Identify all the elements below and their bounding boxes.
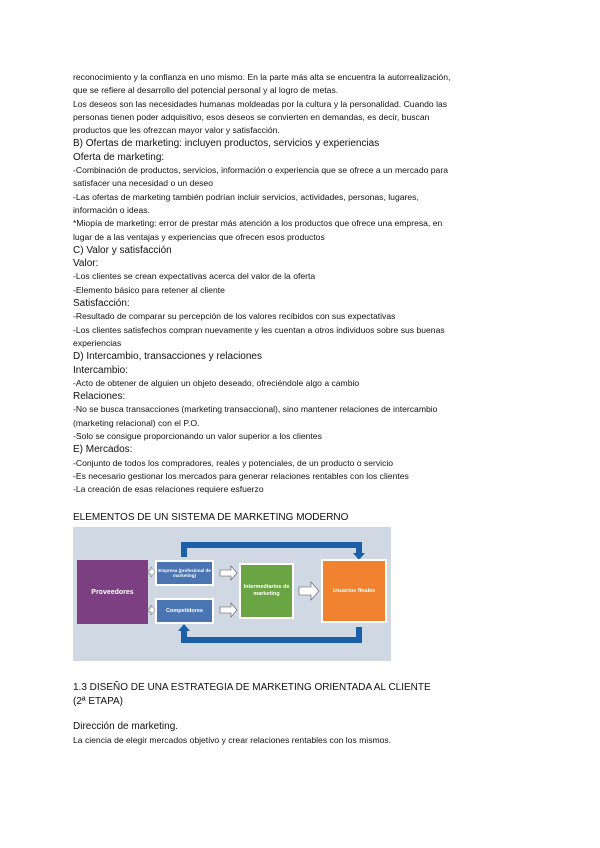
text-line: reconocimiento y la confianza en uno mismo. En la parte más alta se encuentra la autorrealización, <box>73 72 451 82</box>
marketing-system-diagram <box>73 527 391 661</box>
text-line: -Resultado de comparar su percepción de los valores recibidos con sus expectativas <box>73 311 396 322</box>
text-line: -Combinación de productos, servicios, información o experiencia que se ofrece a un mercado para <box>73 165 448 176</box>
diagram-title: ELEMENTOS DE UN SISTEMA DE MARKETING MODERNO <box>73 512 349 523</box>
intermediarios-box: Intermediarios de marketing <box>239 563 294 619</box>
text-line: *Miopía de marketing: error de prestar más atención a los productos que ofrece una empresa, en <box>73 218 443 229</box>
text-line: información o ideas. <box>73 204 150 215</box>
section-heading-line1: 1.3 DISEÑO DE UNA ESTRATEGIA DE MARKETING ORIENTADA AL CLIENTE <box>73 682 431 693</box>
direccion-title: Dirección de marketing. <box>73 721 179 732</box>
text-line: experiencias <box>73 337 122 348</box>
text-line: D) Intercambio, transacciones y relaciones <box>73 351 262 363</box>
text-line: Satisfacción: <box>73 298 130 310</box>
text-line: -Los clientes satisfechos compran nuevamente y les cuentan a otros individuos sobre sus buenas <box>73 324 445 335</box>
bottom-flow-arrowhead <box>178 624 190 631</box>
text-line: que se refiere al desarrollo del potencial personal y al logro de metas. <box>73 85 339 96</box>
text-line: -Conjunto de todos los compradores, reales y potenciales, de un producto o servicio <box>73 457 394 468</box>
top-flow-arrow <box>184 545 359 557</box>
bottom-flow-arrow <box>184 627 359 640</box>
text-line: lugar de a las ventajas y experiencias que ofrecen esos productos <box>73 231 325 242</box>
text-line: Intercambio: <box>73 364 129 376</box>
body-text <box>73 71 533 497</box>
text-line: B) Ofertas de marketing: incluyen productos, servicios y experiencias <box>73 138 380 150</box>
text-line: -Solo se consigue proporcionando un valor superior a los clientes <box>73 431 322 442</box>
text-line: Oferta de marketing: <box>73 151 165 163</box>
text-line: Los deseos son las necesidades humanas moldeadas por la cultura y la personalidad. Cuando las <box>73 98 448 109</box>
text-line: -Elemento básico para retener al cliente <box>73 284 225 295</box>
arrow-comp-inter <box>220 603 237 617</box>
text-line: -Acto de obtener de alguien un objeto deseado, ofreciéndole algo a cambio <box>73 377 360 388</box>
text-line: personas tienen poder adquisitivo, esos deseos se convierten en demandas, es decir, buscan <box>73 111 430 122</box>
text-line: (marketing relacional) con el P.O. <box>73 417 200 428</box>
text-line: -No se busca transacciones (marketing transaccional), sino mantener relaciones de intercambio <box>73 404 438 415</box>
text-line: Valor: <box>73 258 99 270</box>
text-line: C) Valor y satisfacción <box>73 244 172 256</box>
proveedores-box: Proveedores <box>77 560 148 624</box>
section-heading-line2: (2ª ETAPA) <box>73 696 124 707</box>
text-line: productos que les ofrezcan mayor valor y satisfacción. <box>73 125 280 136</box>
direccion-text: La ciencia de elegir mercados objetivo y crear relaciones rentables con los mismos. <box>73 735 392 745</box>
usuarios-box: Usuarios finales <box>321 559 387 623</box>
text-line: satisfacer una necesidad o un deseo <box>73 178 213 189</box>
arrow-inter-usu <box>299 582 319 600</box>
text-line: E) Mercados: <box>73 444 133 456</box>
arrow-emp-inter <box>220 566 237 580</box>
text-line: -La creación de esas relaciones requiere esfuerzo <box>73 484 264 495</box>
text-line: -Las ofertas de marketing también podrían incluir servicios, actividades, personas, lugares, <box>73 191 419 202</box>
text-line: Relaciones: <box>73 391 126 403</box>
competidores-box: Competidores <box>155 598 214 624</box>
text-line: -Es necesario gestionar los mercados para generar relaciones rentables con los clientes <box>73 470 409 481</box>
empresa-box: Empresa (profesional de marketing) <box>155 560 214 586</box>
text-line: -Los clientes se crean expectativas acerca del valor de la oferta <box>73 271 316 282</box>
